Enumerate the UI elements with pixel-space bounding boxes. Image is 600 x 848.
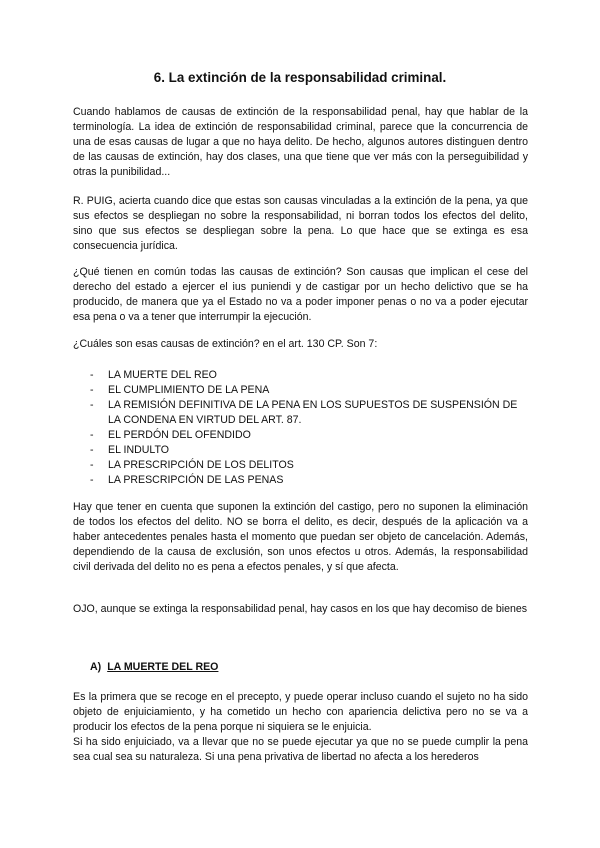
list-dash: -: [90, 369, 94, 381]
list-item: - LA REMISIÓN DEFINITIVA DE LA PENA EN LOS SUPUESTOS DE SUSPENSIÓN DE LA CONDENA EN VIRTUD DEL ART. 87.: [90, 399, 518, 426]
list-item: - EL INDULTO: [90, 444, 170, 456]
section-letter: A): [90, 661, 102, 673]
list-item: - LA MUERTE DEL REO: [90, 369, 217, 381]
list-dash: -: [90, 474, 94, 486]
paragraph-muerte-1: Es la primera que se recoge en el precepto, y puede operar incluso cuando el sujeto no ha sido objeto de enjuiciamiento, y ha cometido un hecho con apariencia delictiva pero no se va a producir los efectos de la pena porque ni siquiera se le enjuicia.: [73, 691, 528, 733]
list-dash: -: [90, 429, 94, 441]
list-dash: -: [90, 444, 94, 456]
section-a-heading: [90, 661, 218, 673]
list-item: - EL PERDÓN DEL OFENDIDO: [90, 429, 251, 441]
list-dash: -: [90, 399, 94, 411]
paragraph-ojo: OJO, aunque se extinga la responsabilidad penal, hay casos en los que hay decomiso de bienes: [73, 603, 528, 615]
list-item: - LA PRESCRIPCIÓN DE LAS PENAS: [90, 474, 284, 486]
paragraph-common: ¿Qué tienen en común todas las causas de extinción? Son causas que implican el cese del derecho del estado a ejercer el ius puniendi y de castigar por un hecho delictivo que se ha producido, de manera que ya el Estado no va a poder imponer penas o no va a poder ejecutar esa pena o va a tener que interrumpir la ejecución.: [73, 266, 528, 323]
paragraph-question: ¿Cuáles son esas causas de extinción? en el art. 130 CP. Son 7:: [73, 338, 378, 350]
list-dash: -: [90, 459, 94, 471]
list-item: - EL CUMPLIMIENTO DE LA PENA: [90, 384, 270, 396]
paragraph-intro: Cuando hablamos de causas de extinción de la responsabilidad penal, hay que hablar de la terminología. La idea de extinción de responsabilidad criminal, parece que la concurrencia de una de esas causas de lugar a que no haya delito. De hecho, algunos autores distinguen dentro de las causas de extinción, hay dos clases, una que tiene que ver más con la perseguibilidad y otras la punibilidad...: [73, 106, 528, 178]
paragraph-puig: R. PUIG, acierta cuando dice que estas son causas vinculadas a la extinción de la pena, ya que sus efectos se despliegan no sobre la responsabilidad, ni borran todos los efectos del delito, sino que sus efectos se despliegan sobre la pena. Lo que hace que se extinga es esa consecuencia jurídica.: [73, 195, 528, 252]
list-dash: -: [90, 384, 94, 396]
causes-list: [90, 368, 530, 488]
list-item: - LA PRESCRIPCIÓN DE LOS DELITOS: [90, 459, 294, 471]
page-title: 6. La extinción de la responsabilidad criminal.: [153, 70, 447, 85]
paragraph-muerte-2: Si ha sido enjuiciado, va a llevar que no se puede ejecutar ya que no se puede cumplir la pena sea cual sea su naturaleza. Si una pena privativa de libertad no afecta a los herederos: [73, 736, 528, 763]
section-title: LA MUERTE DEL REO: [107, 661, 219, 673]
paragraph-effects: Hay que tener en cuenta que suponen la extinción del castigo, pero no suponen la eliminación de todos los efectos del delito. NO se borra el delito, es decir, después de la aplicación va a haber antecedentes penales hasta el momento que puedan ser objeto de cancelación. Además, dependiendo de la causa de exclusión, son unos efectos u otros. Además, la responsabilidad civil derivada del delito no es pena a efectos penales, y sí que afecta.: [73, 501, 528, 573]
